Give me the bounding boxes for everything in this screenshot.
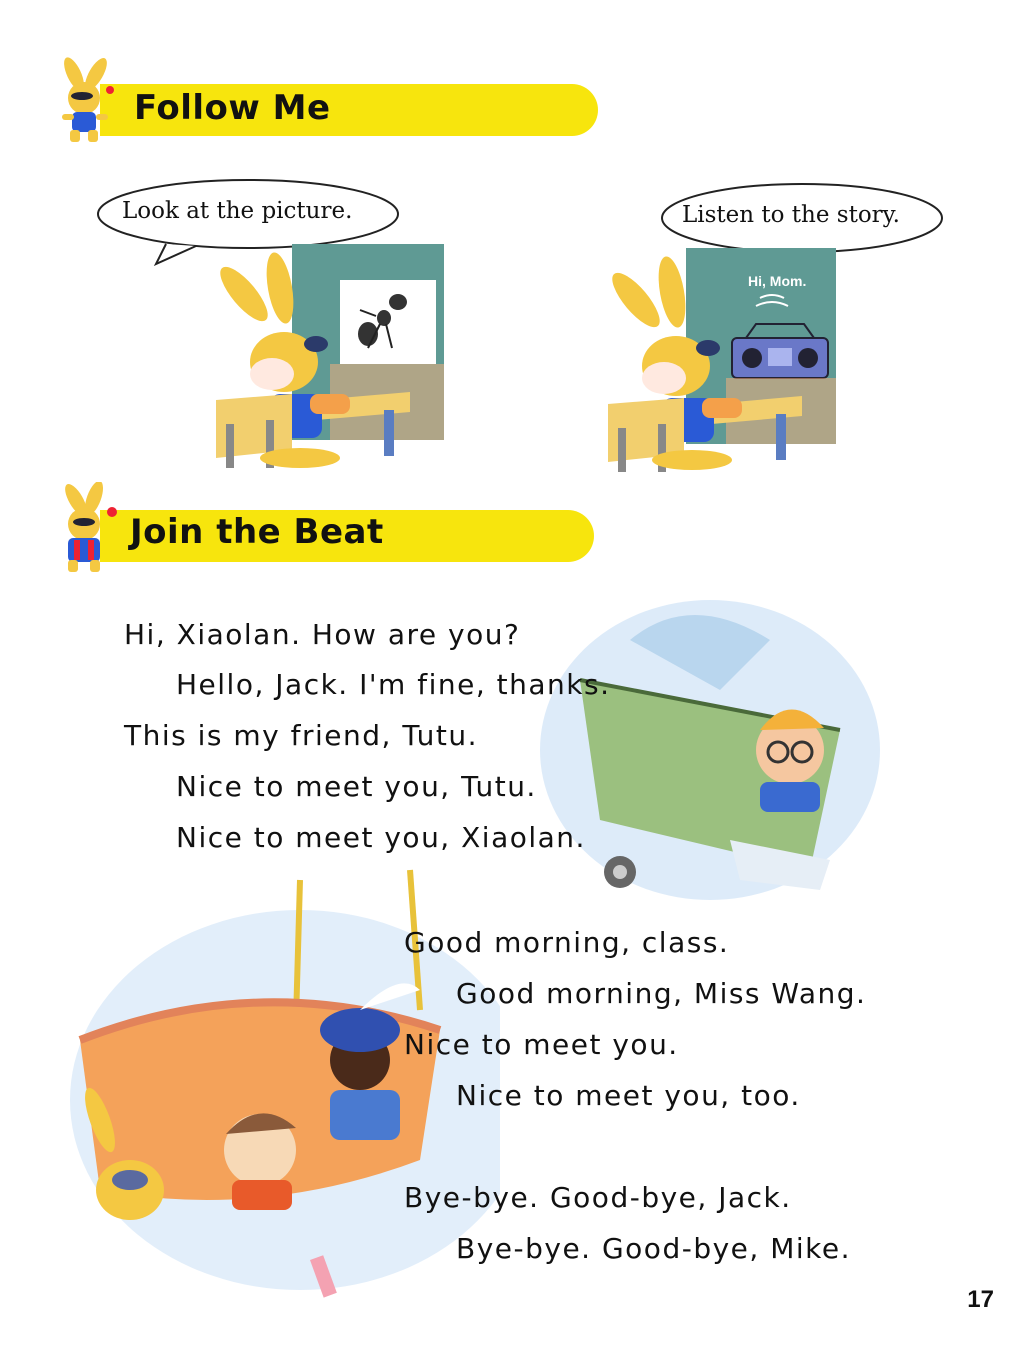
chant-line-4: Nice to meet you, Tutu. xyxy=(176,770,537,803)
classroom-listen-illustration xyxy=(576,248,842,476)
bubble-right-text: Listen to the story. xyxy=(682,202,900,228)
classroom-look-illustration xyxy=(180,244,450,476)
chant-line-3: This is my friend, Tutu. xyxy=(124,719,479,752)
rabbit-mascot-icon xyxy=(44,56,124,146)
chant-line-9: Nice to meet you, too. xyxy=(456,1079,801,1112)
join-the-beat-title: Join the Beat xyxy=(130,512,384,552)
chant-line-11: Bye-bye. Good-bye, Mike. xyxy=(456,1232,851,1265)
chant-line-2: Hello, Jack. I'm fine, thanks. xyxy=(176,668,611,701)
airplane-illustration xyxy=(540,600,880,910)
chant-line-5: Nice to meet you, Xiaolan. xyxy=(176,821,586,854)
chant-line-1: Hi, Xiaolan. How are you? xyxy=(124,618,521,651)
board-text: Hi, Mom. xyxy=(748,273,807,289)
chant-line-7: Good morning, Miss Wang. xyxy=(456,977,867,1010)
follow-me-title: Follow Me xyxy=(134,88,331,128)
chant-line-8: Nice to meet you. xyxy=(404,1028,679,1061)
rabbit-mascot-icon xyxy=(44,482,124,574)
chant-line-6: Good morning, class. xyxy=(404,926,730,959)
bubble-left-text: Look at the picture. xyxy=(122,198,353,224)
chant-line-10: Bye-bye. Good-bye, Jack. xyxy=(404,1181,792,1214)
page-number: 17 xyxy=(967,1286,994,1313)
